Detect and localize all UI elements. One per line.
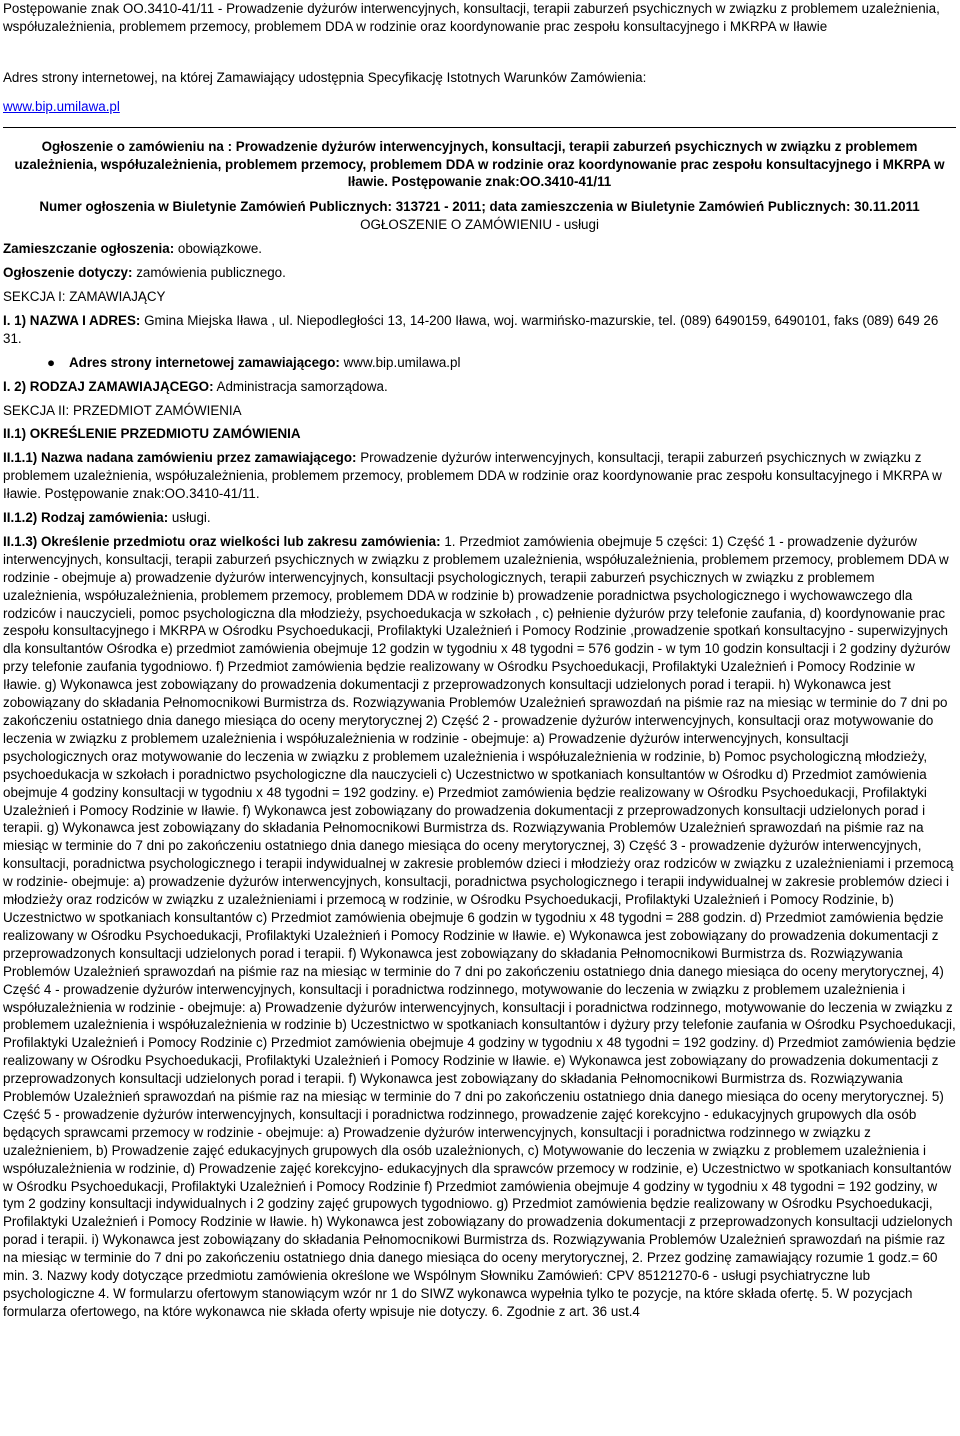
order-scope-line [3, 533, 956, 1321]
order-name-value: Prowadzenie dyżurów interwencyjnych, konsultacji, terapii zaburzeń psychicznych w związku z problemem uzależnienia, współuzależnienia, problemem przemocy, problemem DDA w rodzinie oraz koordynowanie prac zespołu konsultacyjnego i MKRPA w Iławie. Postępowanie znak:OO.3410-41/11. [3, 450, 942, 502]
website-bullet-list [3, 354, 956, 372]
publication-number: Numer ogłoszenia w Biuletynie Zamówień Publicznych: 313721 - 2011; data zamieszczenia w Biuletynie Zamówień Publicznych: 30.11.2011 [39, 199, 920, 215]
website-bullet-item [3, 354, 956, 372]
section-2-subheading: II.1) OKREŚLENIE PRZEDMIOTU ZAMÓWIENIA [3, 426, 301, 442]
contracting-kind-line [3, 378, 956, 396]
concerns-label: Ogłoszenie dotyczy: [3, 265, 133, 281]
concerns-value: zamówienia publicznego. [136, 265, 286, 281]
order-scope-label: II.1.3) Określenie przedmiotu oraz wielkości lub zakresu zamówienia: [3, 533, 441, 549]
notice-type: OGŁOSZENIE O ZAMÓWIENIU - usługi [360, 217, 599, 233]
contracting-kind-value: Administracja samorządowa. [216, 378, 388, 394]
section-2-heading: SEKCJA II: PRZEDMIOT ZAMÓWIENIA [3, 402, 242, 418]
website-label: Adres strony internetowej zamawiającego: [69, 354, 340, 370]
order-kind-line [3, 509, 956, 527]
spec-site-link[interactable]: www.bip.umilawa.pl [3, 98, 120, 114]
order-name-line [3, 449, 956, 503]
placement-value: obowiązkowe. [177, 241, 263, 257]
contracting-name-line [3, 312, 956, 348]
placement-label: Zamieszczanie ogłoszenia: [3, 241, 175, 257]
order-name-label: II.1.1) Nazwa nadana zamówieniu przez zamawiającego: [3, 450, 357, 466]
contracting-name-label: I. 1) NAZWA I ADRES: [3, 312, 141, 328]
bullet-dot-icon: ● [47, 354, 56, 370]
website-value: www.bip.umilawa.pl [343, 354, 461, 370]
placement-line [3, 240, 956, 258]
order-kind-value: usługi. [171, 510, 211, 526]
page-header: Postępowanie znak OO.3410-41/11 - Prowadzenie dyżurów interwencyjnych, konsultacji, terapii zaburzeń psychicznych w związku z problemem uzależnienia, współuzależnienia, problemem przemocy, problemem DDA w rodzinie oraz koordynowanie prac zespołu konsultacyjnego i MKRPA w Iławie [3, 1, 940, 34]
concerns-line [3, 264, 956, 282]
notice-title: Ogłoszenie o zamówieniu na : Prowadzenie dyżurów interwencyjnych, konsultacji, terapii zaburzeń psychicznych w związku z problemem uzależnienia, współuzależnienia, problemem przemocy, problemem DDA w rodzinie oraz koordynowanie prac zespołu konsultacyjnego i MKRPA w Iławie. Postępowanie znak:OO.3410-41/11 [14, 138, 945, 190]
spec-site-label: Adres strony internetowej, na której Zamawiający udostępnia Specyfikację Istotnych Warunków Zamówienia: [3, 69, 647, 85]
section-1-heading: SEKCJA I: ZAMAWIAJĄCY [3, 288, 166, 304]
contracting-kind-label: I. 2) RODZAJ ZAMAWIAJĄCEGO: [3, 378, 214, 394]
order-kind-label: II.1.2) Rodzaj zamówienia: [3, 510, 169, 526]
order-scope-value: 1. Przedmiot zamówienia obejmuje 5 części: 1) Część 1 - prowadzenie dyżurów interwencyjnych, konsultacji, terapii zaburzeń psychicznych w związku z problemem uzależnienia, współuzależnienia, problemem przemocy, problemem DDA w rodzinie - obejmuje a) prowadzenie dyżurów interwencyjnych, konsultacji psychologicznych, terapii zaburzeń psychicznych w związku z problemem uzależnienia, współuzależnienia, problemem przemocy, problemem DDA w rodzinie b) prowadzenie poradnictwa psychologicznego i wychowawczego dla rodziców i nauczycieli, pomoc psychologiczna dla młodzieży, psychoedukacja w szkołach , c) pełnienie dyżurów przy telefonie zaufania, d) koordynowanie prac zespołu konsultacyjnego i MKRPA w Ośrodku Psychoedukacji, Profilaktyki Uzależnień i Pomocy Rodzinie ,prowadzenie spotkań konsultacyjno - superwizyjnych dla konsultantów Ośrodka e) przedmiot zamówienia obejmuje 12 godzin w tygodniu x 48 tygodni = 576 godzin - w tym 10 godzin konsultacji i 2 godziny dyżurów przy telefonie zaufania tygodniowo. f) Przedmiot zamówienia będzie realizowany w Ośrodku Psychoedukacji, Profilaktyki Uzależnień i Pomocy Rodzinie w Iławie. g) Wykonawca jest zobowiązany do prowadzenia dokumentacji z przeprowadzonych konsultacji udzielonych porad i terapii. h) Wykonawca jest zobowiązany do składania Pełnomocnikowi Burmistrza ds. Rozwiązywania Problemów Uzależnień sprawozdań na piśmie raz na miesiąc w terminie do 7 dni po zakończeniu ostatniego dnia danego miesiąca do oceny merytorycznej 2) Część 2 - prowadzenie dyżurów interwencyjnych, konsultacji oraz motywowanie do leczenia w związku z problemem uzależnienia i współuzależnienia w rodzinie - obejmuje: a) Prowadzenie dyżurów interwencyjnych, konsultacji psychologicznych oraz motywowanie do leczenia w związku z problemem uzależnienia i współuzależnienia w rodzinie, b) Pomoc psychologiczną młodzieży, psychoedukacja w szkołach i poradnictwo psychologiczne dla nauczycieli c) Uczestnictwo w spotkaniach konsultantów w Ośrodku d) Przedmiot zamówienia obejmuje 4 godziny konsultacji w tygodniu x 48 tygodni = 192 godziny. e) Przedmiot zamówienia będzie realizowany w Ośrodku Psychoedukacji, Profilaktyki Uzależnień i Pomocy Rodzinie w Iławie. f) Wykonawca jest zobowiązany do prowadzenia dokumentacji z przeprowadzonych konsultacji udzielonych porad i terapii. g) Wykonawca jest zobowiązany do składania Pełnomocnikowi Burmistrza ds. Rozwiązywania Problemów Uzależnień sprawozdań na piśmie raz na miesiąc w terminie do 7 dni po zakończeniu ostatniego dnia danego miesiąca do oceny merytorycznej, 3) Część 3 - prowadzenie dyżurów interwencyjnych, konsultacji, poradnictwa psychologicznego i terapii indywidualnej w zakresie problemów dzieci i młodzieży oraz rodziców w związku z uzależnieniami i przemocą w rodzinie- obejmuje: a) prowadzenie dyżurów interwencyjnych, konsultacji, poradnictwa psychologicznego i terapii indywidualnej w zakresie problemów dzieci i młodzieży oraz rodziców w związku z uzależnieniami i przemocą w rodzinie, w Ośrodku Psychoedukacji, Profilaktyki Uzależnień i Pomocy Rodzinie, b) Uczestnictwo w spotkaniach konsultantów c) Przedmiot zamówienia obejmuje 6 godzin w tygodniu x 48 tygodni = 288 godzin. d) Przedmiot zamówienia będzie realizowany w Ośrodku Psychoedukacji, Profilaktyki Uzależnień i Pomocy Rodzinie w Iławie. e) Wykonawca jest zobowiązany do prowadzenia dokumentacji z przeprowadzonych konsultacji udzielonych porad i terapii. f) Wykonawca jest zobowiązany do składania Pełnomocnikowi Burmistrza ds. Rozwiązywania Problemów Uzależnień sprawozdań na piśmie raz na miesiąc w terminie do 7 dni po zakończeniu ostatniego dnia danego miesiąca do oceny merytorycznej, 4) Część 4 - prowadzenie dyżurów interwencyjnych, konsultacji i poradnictwa rodzinnego, motywowanie do leczenia w związku z problemem uzależnienia i współuzależnienia w rodzinie - obejmuje: a) Prowadzenie dyżurów interwencyjnych, konsultacji i poradnictwa rodzinnego, motywowanie do leczenia w związku z problemem uzależnienia i współuzależnienia w rodzinie b) Uczestnictwo w spotkaniach konsultantów i dyżury przy telefonie zaufania w Ośrodku Psychoedukacji, Profilaktyki Uzależnień i Pomocy Rodzinie c) Przedmiot zamówienia obejmuje 4 godziny w tygodniu x 48 tygodni = 192 godziny. d) Przedmiot zamówienia będzie realizowany w Ośrodku Psychoedukacji, Profilaktyki Uzależnień i Pomocy Rodzinie w Iławie. e) Wykonawca jest zobowiązany do prowadzenia dokumentacji z przeprowadzonych konsultacji udzielonych porad i terapii. f) Wykonawca jest zobowiązany do składania Pełnomocnikowi Burmistrza ds. Rozwiązywania Problemów Uzależnień sprawozdań na piśmie raz na miesiąc w terminie do 7 dni po zakończeniu ostatniego dnia danego miesiąca do oceny merytorycznej. 5) Część 5 - prowadzenie dyżurów interwencyjnych, konsultacji i poradnictwa rodzinnego, prowadzenie zajęć korekcyjno - edukacyjnych grupowych dla osób będących sprawcami przemocy w rodzinie - obejmuje: a) Prowadzenie dyżurów interwencyjnych, konsultacji i poradnictwa rodzinnego w związku z uzależnieniem, b) Prowadzenie zajęć edukacyjnych grupowych dla osób uzależnionych, c) Motywowanie do leczenia w związku z problemem uzależnienia i współuzależnienia w rodzinie, d) Prowadzenie zajęć korekcyjno- edukacyjnych dla sprawców przemocy w rodzinie, e) Uczestnictwo w spotkaniach konsultantów w Ośrodku Psychoedukacji, Profilaktyki Uzależnień i Pomocy Rodzinie f) Przedmiot zamówienia obejmuje 4 godziny w tygodniu x 48 tygodni = 192 godziny, w tym 2 godziny konsultacji indywidualnych i 2 godziny zajęć grupowych tygodniowo. g) Przedmiot zamówienia będzie realizowany w Ośrodku Psychoedukacji, Profilaktyki Uzależnień i Pomocy Rodzinie w Iławie. h) Wykonawca jest zobowiązany do prowadzenia dokumentacji z przeprowadzonych konsultacji udzielonych porad i terapii. i) Wykonawca jest zobowiązany do składania Pełnomocnikowi Burmistrza ds. Rozwiązywania Problemów Uzależnień sprawozdań na piśmie raz na miesiąc w terminie do 7 dni po zakończeniu ostatniego dnia danego miesiąca do oceny merytorycznej, 2. Przez godzinę zamawiający rozumie 1 godz.= 60 min. 3. Nazwy kody dotyczące przedmiotu zamówienia określone we Wspólnym Słowniku Zamówień: CPV 85121270-6 - usługi psychiatryczne lub psychologiczne 4. W formularzu ofertowym stanowiącym wzór nr 1 do SIWZ wykonawca wypełnia tylko te pozycje, na które składa ofertę. 5. W pozycjach formularza ofertowego, na które wykonawca nie składa oferty wpisuje nie dotyczy. 6. Zgodnie z art. 36 ust.4 [3, 533, 956, 1319]
contracting-name-value: Gmina Miejska Iława , ul. Niepodległości 13, 14-200 Iława, woj. warmińsko-mazurskie, tel. (089) 6490159, 6490101, faks (089) 649 26 31. [3, 312, 939, 346]
horizontal-rule [3, 127, 956, 128]
